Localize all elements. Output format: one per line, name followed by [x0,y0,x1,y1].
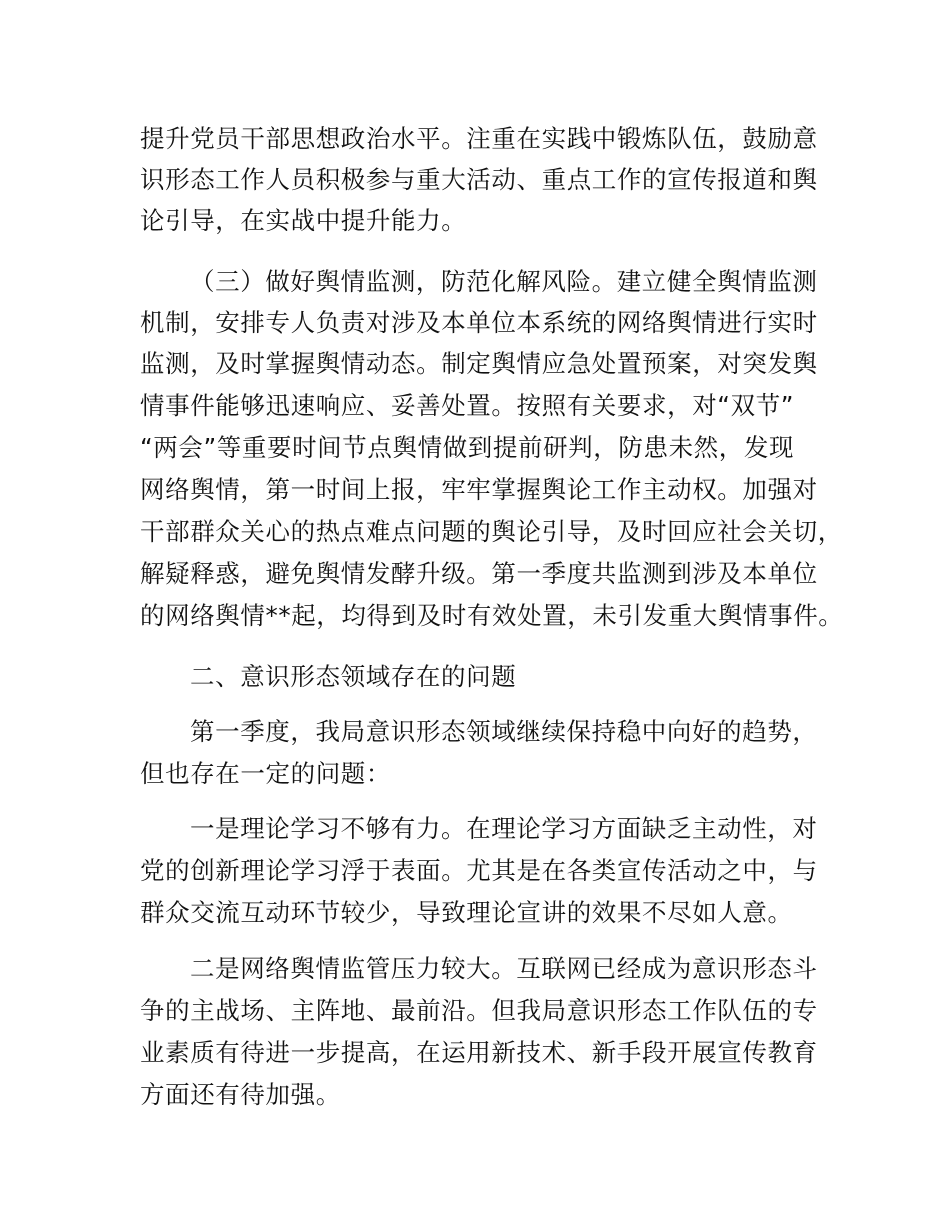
paragraph-start: 一是理论学习不够有力。在理论学习方面缺乏主动性，对 [190,814,818,843]
text-line: 党的创新理论学习浮于表面。尤其是在各类宣传活动之中，与 [140,856,818,885]
text-line: 群众交流互动环节较少，导致理论宣讲的效果不尽如人意。 [140,898,793,927]
text-line: 解疑释惑，避免舆情发酵升级。第一季度共监测到涉及本单位 [140,559,818,588]
text-line: 业素质有待进一步提高，在运用新技术、新手段开展宣传教育 [140,1038,818,1067]
text-line: 方面还有待加强。 [140,1080,341,1109]
paragraph-start: 第一季度，我局意识形态领域继续保持稳中向好的趋势， [190,717,818,746]
text-line: 情事件能够迅速响应、妥善处置。按照有关要求，对“双节” [140,391,795,420]
section-heading-two: 二、意识形态领域存在的问题 [190,662,517,691]
text-line: 但也存在一定的问题： [140,759,391,788]
text-line: 网络舆情，第一时间上报，牢牢掌握舆论工作主动权。加强对 [140,475,818,504]
text-line: 争的主战场、主阵地、最前沿。但我局意识形态工作队伍的专 [140,996,818,1025]
paragraph-start: 二是网络舆情监管压力较大。互联网已经成为意识形态斗 [190,954,818,983]
text-line: 机制，安排专人负责对涉及本单位本系统的网络舆情进行实时 [140,308,818,337]
text-line: 识形态工作人员积极参与重大活动、重点工作的宣传报道和舆 [140,165,818,194]
text-line: 提升党员干部思想政治水平。注重在实践中锻炼队伍，鼓励意 [140,124,818,153]
text-line: 监测，及时掌握舆情动态。制定舆情应急处置预案，对突发舆 [140,349,818,378]
text-line: 的网络舆情**起，均得到及时有效处置，未引发重大舆情事件。 [140,601,844,630]
section-heading-three: （三）做好舆情监测，防范化解风险。建立健全舆情监测 [190,267,818,296]
text-line: “两会”等重要时间节点舆情做到提前研判，防患未然，发现 [140,433,795,462]
text-line: 干部群众关心的热点难点问题的舆论引导，及时回应社会关切， [140,517,843,546]
text-line: 论引导，在实战中提升能力。 [140,206,467,235]
